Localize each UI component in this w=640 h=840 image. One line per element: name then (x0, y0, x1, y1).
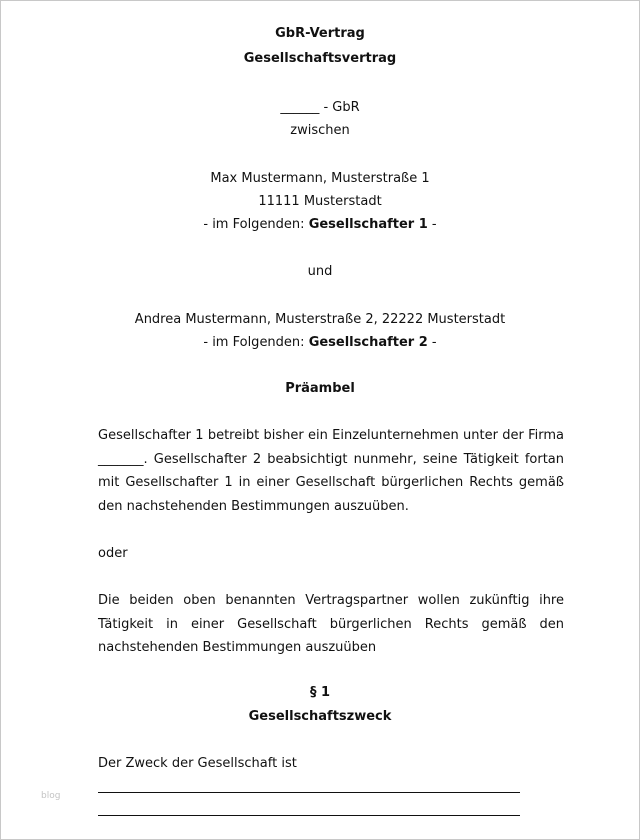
paragraph-line: Tätigkeit in einer Gesellschaft bürgerlichen Rechts gemäß den (98, 616, 564, 632)
party1-ref-suffix: - (427, 217, 437, 232)
fill-in-line (98, 792, 520, 793)
between-word: zwischen (290, 123, 350, 138)
party1-name-street: Max Mustermann, Musterstraße 1 (210, 171, 430, 186)
watermark: blog (41, 791, 61, 801)
party2-reference (1, 335, 639, 351)
party2-ref-name: Gesellschafter 2 (308, 335, 428, 350)
party2-address: Andrea Mustermann, Musterstraße 2, 22222 Musterstadt (134, 312, 506, 327)
paragraph-line: Die beiden oben benannten Vertragspartner wollen zukünftig ihre (98, 593, 564, 608)
party1-ref-name: Gesellschafter 1 (308, 217, 428, 232)
party1-ref-prefix: - im Folgenden: (203, 217, 309, 232)
section-1-number: § 1 (309, 685, 331, 700)
paragraph-line: _______. Gesellschafter 2 beabsichtigt nunmehr, seine Tätigkeit fortan (98, 451, 564, 467)
preamble-paragraph-1 (98, 424, 564, 518)
paragraph-line: den nachstehenden Bestimmungen auszuüben. (98, 498, 409, 514)
party2-ref-prefix: - im Folgenden: (203, 335, 309, 350)
or-word: oder (98, 546, 128, 561)
party2-ref-suffix: - (427, 335, 437, 350)
party1-reference (1, 217, 639, 233)
and-word: und (307, 264, 333, 279)
gbr-name-line: ______ - GbR (280, 100, 360, 115)
paragraph-line: Gesellschafter 1 betreibt bisher ein Einzelunternehmen unter der Firma (98, 428, 564, 443)
preamble-heading: Präambel (285, 381, 355, 396)
paragraph-line: mit Gesellschafter 1 in einer Gesellschaft bürgerlichen Rechts gemäß (98, 475, 564, 490)
party1-city: 11111 Musterstadt (258, 194, 382, 209)
document-title: GbR-Vertrag (275, 26, 365, 41)
document-subtitle: Gesellschaftsvertrag (243, 51, 397, 66)
fill-in-line (98, 815, 520, 816)
section-1-text: Der Zweck der Gesellschaft ist (98, 756, 297, 771)
section-1-title: Gesellschaftszweck (248, 709, 392, 724)
paragraph-line: nachstehenden Bestimmungen auszuüben (98, 640, 377, 655)
preamble-paragraph-2 (98, 589, 564, 660)
